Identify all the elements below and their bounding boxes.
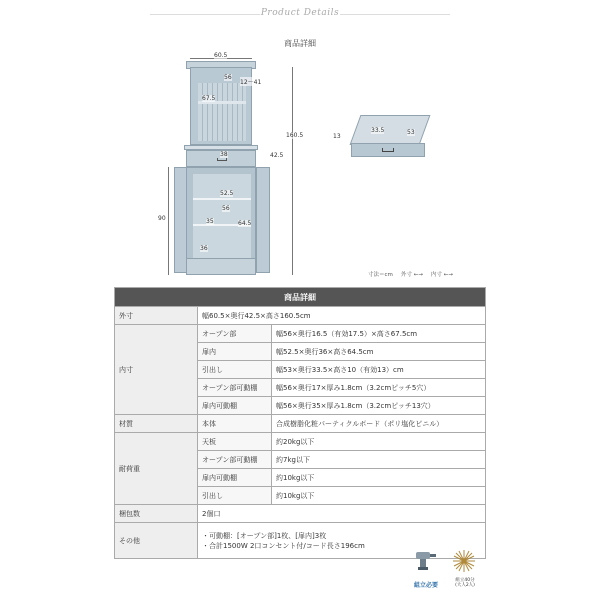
lower-height-line bbox=[168, 167, 169, 275]
row-sub-label: 引出し bbox=[198, 361, 272, 379]
legend-unit: 寸法＝cm bbox=[368, 272, 393, 278]
row-value: 幅56×奥行35×厚み1.8cm（3.2cmピッチ13穴） bbox=[272, 397, 486, 415]
dimension-legend bbox=[368, 270, 453, 278]
row-value: 2個口 bbox=[198, 505, 486, 523]
assembly-time-icon bbox=[452, 549, 476, 573]
dim-bottom-gap: 36 bbox=[200, 245, 208, 252]
row-sub-label: 引出し bbox=[198, 487, 272, 505]
height-dimension-line bbox=[292, 67, 293, 275]
row-label: 材質 bbox=[115, 415, 198, 433]
row-value: 幅52.5×奥行36×高さ64.5cm bbox=[272, 343, 486, 361]
cabinet-diagram bbox=[150, 52, 450, 295]
dim-width-total: 60.5 bbox=[214, 52, 228, 59]
table-row bbox=[115, 307, 486, 325]
dim-total-height: 160.5 bbox=[286, 132, 304, 139]
legend-outer-label: 外寸 bbox=[400, 272, 412, 278]
table-row bbox=[115, 415, 486, 433]
right-door bbox=[256, 167, 270, 273]
row-label: 内寸 bbox=[115, 325, 198, 415]
dim-inner-width: 52.5 bbox=[220, 190, 234, 197]
row-label: その他 bbox=[115, 523, 198, 559]
dim-depth: 42.5 bbox=[270, 152, 284, 159]
row-value: 幅60.5×奥行42.5×高さ160.5cm bbox=[198, 307, 486, 325]
row-sub-label: 天板 bbox=[198, 433, 272, 451]
row-sub-label: 扉内可動棚 bbox=[198, 469, 272, 487]
table-row bbox=[115, 433, 486, 451]
dim-inner-depth: 35 bbox=[206, 218, 214, 225]
open-section-back-panel bbox=[198, 83, 246, 141]
assembly-time-line-1: 組立40分 bbox=[455, 578, 475, 583]
spec-table-title: 商品詳細 bbox=[115, 288, 486, 307]
row-value: 約10kg以下 bbox=[272, 469, 486, 487]
assembly-time-line-2: (大人2人) bbox=[455, 583, 475, 588]
header-divider-left bbox=[150, 14, 260, 15]
cabinet-plinth bbox=[187, 258, 255, 274]
legend-inner: 内寸 ←→ bbox=[430, 272, 453, 278]
drawer-front bbox=[351, 143, 425, 157]
drill-icon bbox=[412, 546, 438, 572]
dim-drawer-width: 38 bbox=[220, 151, 228, 158]
row-sub-label: 扉内 bbox=[198, 343, 272, 361]
dim-open-height: 67.5 bbox=[202, 95, 216, 102]
row-sub-label: オープン部 bbox=[198, 325, 272, 343]
row-value: 幅56×奥行17×厚み1.8cm（3.2cmピッチ5穴） bbox=[272, 379, 486, 397]
other-line-2: ・合計1500W 2口コンセント付/コード長さ196cm bbox=[202, 541, 365, 550]
dim-lower-height: 90 bbox=[158, 215, 166, 222]
row-value: 合成樹脂化粧パーティクルボード（ポリ塩化ビニル） bbox=[272, 415, 486, 433]
row-label: 耐荷重 bbox=[115, 433, 198, 505]
spec-table bbox=[114, 287, 486, 559]
row-sub-label: オープン部可動棚 bbox=[198, 451, 272, 469]
row-label: 梱包数 bbox=[115, 505, 198, 523]
row-sub-label: 扉内可動棚 bbox=[198, 397, 272, 415]
dim-drawer-height: 13 bbox=[333, 133, 341, 140]
row-value: 幅56×奥行16.5（有効17.5）×高さ67.5cm bbox=[272, 325, 486, 343]
dim-inner-height: 64.5 bbox=[238, 220, 252, 227]
row-value bbox=[198, 523, 486, 559]
row-value: 約20kg以下 bbox=[272, 433, 486, 451]
drawer-handle bbox=[217, 158, 227, 161]
legend-inner-label: 内寸 bbox=[430, 272, 442, 278]
drawer-box bbox=[350, 115, 431, 145]
other-line-1: ・可動棚：[オープン部]1枚、[扉内]3枚 bbox=[202, 531, 327, 540]
drawer-diagram bbox=[333, 105, 435, 165]
dim-drawer-depth: 33.5 bbox=[371, 127, 385, 134]
dim-open-width: 56 bbox=[224, 74, 232, 81]
row-label: 外寸 bbox=[115, 307, 198, 325]
drawer-pull-icon bbox=[382, 148, 394, 152]
row-value: 約7kg以下 bbox=[272, 451, 486, 469]
dim-drawer-width-inner: 53 bbox=[407, 129, 415, 136]
table-row bbox=[115, 505, 486, 523]
header-title: Product Details bbox=[260, 8, 340, 18]
page-subtitle: 商品詳細 bbox=[284, 39, 316, 48]
assembly-required-label: 組立必要 bbox=[413, 582, 438, 589]
row-sub-label: 本体 bbox=[198, 415, 272, 433]
lower-shelf bbox=[193, 198, 251, 200]
assembly-time-label bbox=[448, 578, 482, 588]
row-value: 幅53×奥行33.5×高さ10（有効13）cm bbox=[272, 361, 486, 379]
row-value: 約10kg以下 bbox=[272, 487, 486, 505]
dim-open-right: 12〜41 bbox=[240, 79, 262, 86]
row-sub-label: オープン部可動棚 bbox=[198, 379, 272, 397]
dim-inner-shelf-width: 56 bbox=[222, 205, 230, 212]
legend-outer: 外寸 ←→ bbox=[400, 272, 423, 278]
header-divider-right bbox=[340, 14, 450, 15]
table-row bbox=[115, 325, 486, 343]
